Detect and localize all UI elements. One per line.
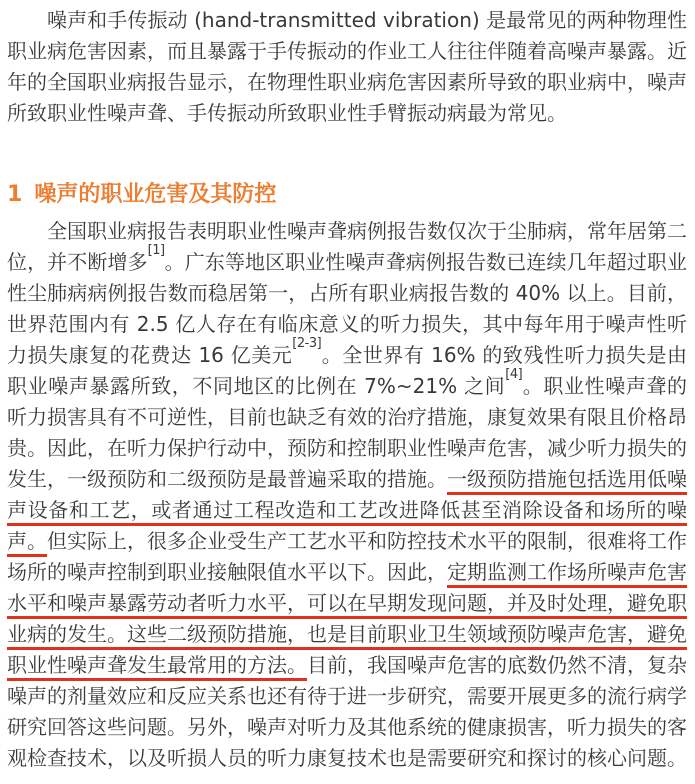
section-title: 噪声的职业危害及其防控	[34, 182, 277, 207]
section-paragraph	[7, 216, 687, 774]
body-text: 。职业性噪声聋的听力损害具有不可逆性，目前也缺乏有效的治疗措施，康复效果有限且价格昂贵。因此，在听力保护行动中，预防和控制职业性噪声危害，减少听力损失的发生，一级预防和二级预防是最普遍采取的措施。	[7, 374, 688, 491]
section-number: 1	[7, 182, 23, 207]
citation-superscript: [1]	[147, 243, 165, 259]
body-text: 但实际上，很多企业受生产工艺水平和防控技术水平的限制，很难将工作场所的噪声控制到职业接触限值水平以下。因此，	[7, 529, 687, 584]
section-heading	[7, 181, 687, 209]
citation-superscript: [4]	[505, 367, 523, 383]
intro-paragraph: 噪声和手传振动 (hand-transmitted vibration) 是最常见的两种物理性职业病危害因素，而且暴露于手传振动的作业工人往往伴随着高噪声暴露。近年的全国职业病报告显示，在物理性职业病危害因素所导致的职业病中，噪声所致职业性噪声聋、手传振动所致职业性手臂振动病最为常见。	[7, 8, 687, 125]
body-text: 全国职业病报告表明职业性噪声聋病例报告数仅次于尘肺病，常年居第二位，并不断增多	[7, 219, 687, 274]
red-underlined-text: 一级预防措施包括选用低噪声设备和工艺，或者通过工程改造和工艺改进降低甚至消除设备和场所的噪声。	[7, 467, 687, 553]
body-text: 。广东等地区职业性噪声聋病例报告数已连续几年超过职业性尘肺病病例报告数而稳居第一，占所有职业病报告数的 40% 以上。目前，世界范围内有 2.5 亿人存在有临床意义的听力损失，其中每年用于噪声性听力损失康复的花费达 16 亿美元	[7, 250, 688, 367]
red-underlined-text: 定期监测工作场所噪声危害水平和噪声暴露劳动者听力水平，可以在早期发现问题，并及时处理，避免职业病的发生。这些二级预防措施，也是目前职业卫生领域预防噪声危害，避免职业性噪声聋发生最常用的方法。	[7, 560, 687, 677]
body-text: 。全世界有 16% 的致残性听力损失是由职业噪声暴露所致，不同地区的比例在 7%~21% 之间	[7, 343, 688, 398]
body-text: 目前，我国噪声危害的底数仍然不清，复杂噪声的剂量效应和反应关系也还有待于进一步研究，需要开展更多的流行病学研究回答这些问题。另外，噪声对听力及其他系统的健康损害，听力损失的客观检查技术，以及听损人员的听力康复技术也是需要研究和探讨的核心问题。	[7, 653, 687, 770]
citation-superscript: [2-3]	[292, 336, 322, 352]
